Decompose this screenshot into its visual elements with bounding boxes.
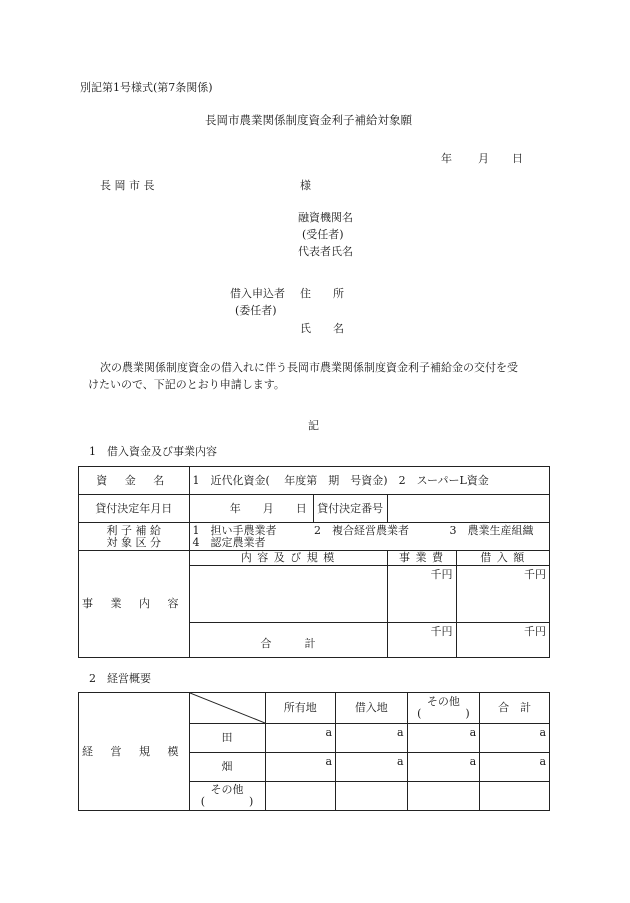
paddy-label: 田 (189, 724, 265, 753)
loan-amount-cell[interactable]: 千円 (456, 565, 550, 622)
loan-date-label: 貸付決定年月日 (79, 495, 190, 523)
document-title: 長岡市農業関係制度資金利子補給対象願 (205, 113, 412, 127)
fund-name-label: 資 金 名 (79, 467, 190, 495)
fund-name-value: 1 近代化資金( 年度第 期 号資金) 2 スーパーL資金 (189, 467, 550, 495)
diagonal-line (190, 693, 265, 723)
subsidy-label-line-1: 利 子 補 給 (106, 523, 161, 537)
owned-column-header: 所有地 (265, 693, 336, 724)
addressee-honorific: 様 (300, 179, 311, 192)
form-number: 別記第1号様式(第7条関係) (80, 81, 213, 94)
loan-business-table (78, 466, 550, 658)
date-day: 日 (512, 152, 523, 165)
subsidy-option-2: 2 複合経営農業者 (314, 523, 409, 537)
content-column-header: 内 容 及 び 規 模 (189, 551, 387, 566)
lender-representative-label: 代表者氏名 (298, 245, 353, 258)
cost-column-header: 事 業 費 (387, 551, 456, 566)
addressee-name: 長 岡 市 長 (100, 179, 155, 192)
paddy-other-cell[interactable]: a (407, 724, 480, 753)
other-owned-cell[interactable] (265, 782, 336, 811)
field-total-cell[interactable]: a (480, 753, 550, 782)
management-scale-table (78, 692, 550, 811)
lender-institution-label: 融資機関名 (298, 211, 353, 224)
other-land-label-line-2: ( ) (200, 795, 254, 808)
field-owned-cell[interactable]: a (265, 753, 336, 782)
ki-heading: 記 (308, 419, 319, 432)
business-header-row (79, 551, 550, 566)
lender-role: (受任者) (302, 228, 344, 241)
loan-number-label: 貸付決定番号 (313, 495, 387, 523)
other-leased-cell[interactable] (336, 782, 407, 811)
cost-cell[interactable]: 千円 (387, 565, 456, 622)
diagonal-header-cell (189, 693, 265, 724)
loan-date-row (79, 495, 550, 523)
loan-number-value[interactable] (387, 495, 549, 523)
date-month: 月 (478, 152, 489, 165)
applicant-address-label: 住 所 (300, 287, 344, 300)
subsidy-options (189, 523, 550, 551)
paddy-total-cell[interactable]: a (480, 724, 550, 753)
other-other-cell[interactable] (407, 782, 480, 811)
section2-heading: 2 経営概要 (89, 672, 151, 685)
paddy-leased-cell[interactable]: a (336, 724, 407, 753)
section1-heading: 1 借入資金及び事業内容 (89, 445, 217, 458)
date-year: 年 (441, 152, 452, 165)
business-label: 事 業 内 容 (79, 551, 190, 658)
other-land-label (189, 782, 265, 811)
field-other-cell[interactable]: a (407, 753, 480, 782)
other-column-header-line-2: ( ) (417, 707, 470, 720)
other-column-header-line-1: その他 (426, 695, 460, 709)
total-label: 合 計 (189, 622, 387, 657)
fund-name-row (79, 467, 550, 495)
other-column-header (407, 693, 480, 724)
total-cost-cell[interactable]: 千円 (387, 622, 456, 657)
content-cell[interactable] (189, 565, 387, 622)
other-land-label-line-1: その他 (210, 783, 244, 797)
leased-column-header: 借入地 (336, 693, 407, 724)
subsidy-label (79, 523, 190, 551)
applicant-role: (委任者) (235, 304, 277, 317)
applicant-name-label: 氏 名 (300, 322, 344, 335)
paddy-owned-cell[interactable]: a (265, 724, 336, 753)
subsidy-row (79, 523, 550, 551)
subsidy-label-line-2: 対 象 区 分 (106, 535, 161, 549)
subsidy-option-1: 1 担い手農業者 (192, 523, 277, 537)
body-text-line-1: 次の農業関係制度資金の借入れに伴う長岡市農業関係制度資金利子補給金の交付を受 (100, 361, 518, 374)
scale-header-row (79, 693, 550, 724)
other-total-cell[interactable] (480, 782, 550, 811)
subsidy-option-3: 3 農業生産組織 (449, 523, 534, 537)
total-column-header: 合 計 (480, 693, 550, 724)
scale-label: 経 営 規 模 (79, 693, 190, 811)
subsidy-option-4: 4 認定農業者 (192, 535, 266, 549)
applicant-label: 借入申込者 (230, 287, 285, 300)
field-label: 畑 (189, 753, 265, 782)
field-leased-cell[interactable]: a (336, 753, 407, 782)
loan-date-value: 年 月 日 (189, 495, 313, 523)
loan-column-header: 借 入 額 (456, 551, 550, 566)
body-text-line-2: けたいので、下記のとおり申請します。 (88, 378, 285, 391)
total-loan-cell[interactable]: 千円 (456, 622, 550, 657)
